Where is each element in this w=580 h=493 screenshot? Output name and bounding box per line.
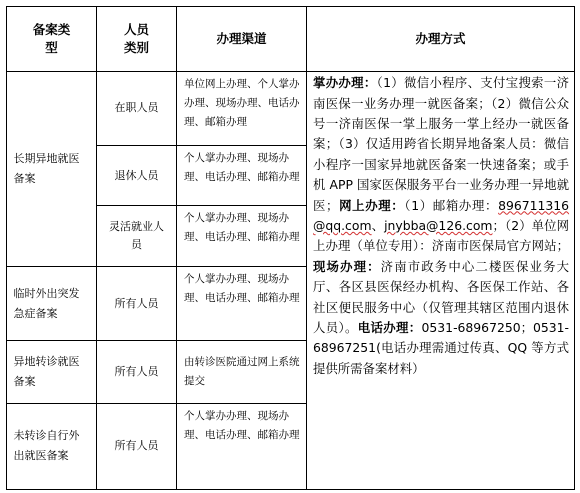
channel-cell: 个人掌办办理、现场办理、电话办理、邮箱办理 xyxy=(177,267,307,341)
onsite-text: 济南市政务中心二楼医保业务大厅、各区县医保经办机构、各医保工作站、各社区便民服务中心（仅管理其辖区范围内退休人员）。 xyxy=(313,258,570,335)
people-cell: 在职人员 xyxy=(97,72,177,146)
people-cell: 退休人员 xyxy=(97,145,177,206)
header-method: 办理方式 xyxy=(307,7,575,72)
method-cell xyxy=(307,72,575,490)
header-type: 备案类型 xyxy=(7,7,97,72)
header-row xyxy=(7,7,575,72)
email-separator: 、 xyxy=(371,217,385,233)
category-cell: 长期异地就医备案 xyxy=(7,72,97,267)
onsite-label: 现场办理： xyxy=(313,258,381,274)
category-cell: 异地转诊就医备案 xyxy=(7,340,97,403)
category-cell: 临时外出突发急症备案 xyxy=(7,267,97,341)
online-text-2: ；（2）单位网上办理（单位专用）：济南市医保局官方网站； xyxy=(313,217,570,254)
people-cell: 所有人员 xyxy=(97,340,177,403)
category-cell: 未转诊自行外出就医备案 xyxy=(7,403,97,489)
email-link-1[interactable]: 896711316@qq.com xyxy=(313,197,570,233)
table-row xyxy=(7,72,575,146)
header-channel: 办理渠道 xyxy=(177,7,307,72)
filing-table xyxy=(6,6,575,490)
phone-text: 0531-68967250；0531-68967251(电话办理需通过传真、QQ 等方式提供所需备案材料） xyxy=(313,319,569,376)
channel-cell: 个人掌办办理、现场办理、电话办理、邮箱办理 xyxy=(177,403,307,489)
channel-cell: 由转诊医院通过网上系统提交 xyxy=(177,340,307,403)
people-cell: 灵活就业人员 xyxy=(97,206,177,267)
channel-cell: 个人掌办办理、现场办理、电话办理、邮箱办理 xyxy=(177,206,307,267)
people-cell: 所有人员 xyxy=(97,403,177,489)
people-cell: 所有人员 xyxy=(97,267,177,341)
header-people: 人员类别 xyxy=(97,7,177,72)
online-label: 网上办理： xyxy=(338,197,405,213)
palm-text: （1）微信小程序、支付宝搜索一济南医保一业务办理一就医备案；（2）微信公众号一济南医保一掌上服务一掌上经办一就医备案；（3）仅适用跨省长期异地备案人员：微信小程序一国家异地就医备案一快速备案；或手机 APP 国家医保服务平台一业务办理一异地就医； xyxy=(313,75,569,213)
phone-label: 电话办理： xyxy=(357,319,422,335)
channel-cell: 单位网上办理、个人掌办办理、现场办理、电话办理、邮箱办理 xyxy=(177,72,307,146)
online-text: （1）邮箱办理： xyxy=(404,197,499,213)
channel-cell: 个人掌办办理、现场办理、电话办理、邮箱办理 xyxy=(177,145,307,206)
palm-label: 掌办办理： xyxy=(313,75,377,91)
email-link-2[interactable]: jnybba@126.com xyxy=(384,217,493,233)
